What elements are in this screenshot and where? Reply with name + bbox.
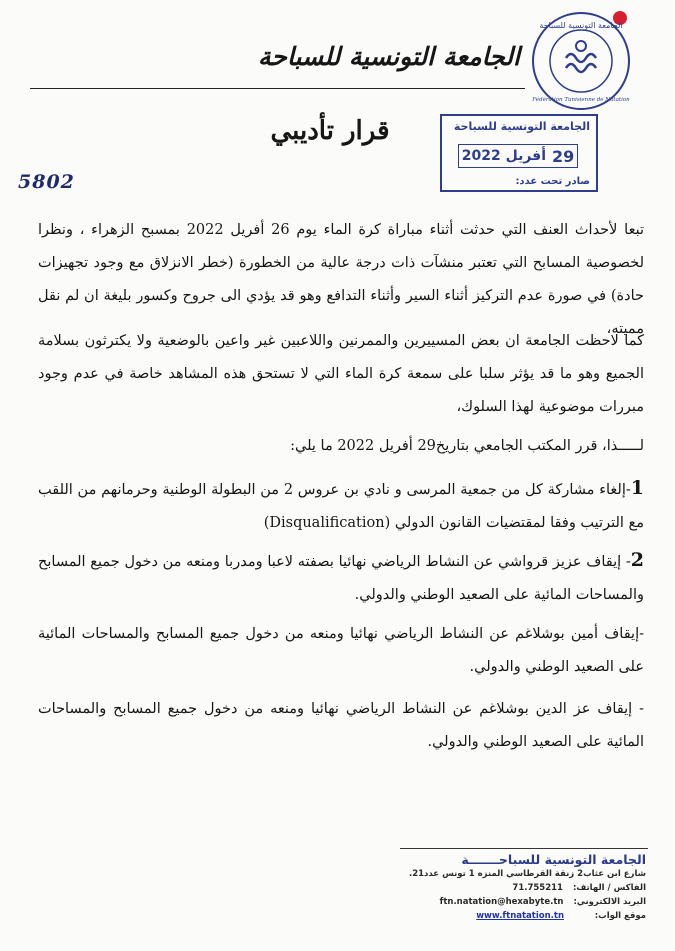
email-value[interactable]: ftn.natation@hexabyte.tn [439,897,564,907]
decision-item-3: -إيقاف أمين بوشلاغم عن النشاط الرياضي نهائيا ومنعه من دخول جميع المسابح والمساحات المائية على الصعيد الوطني والدولي. [38,626,644,675]
stamp-number: 5802 [18,171,75,193]
stamp-org-name: الجامعة التونسية للسباحة [453,120,590,133]
paragraph-observation: كما لاحظت الجامعة ان بعض المسييرين والممرنين واللاعبين غير واعين بالوضعية ولا يكترثون بسلامة الجميع وهو ما قد يؤثر سلبا على سمعة كرة الماء التي لا تستحق هذه المشاهد خاصة في عدم وجود مبررات موضوعية لهذا السلوك، [38,333,644,415]
logo-arabic-text: الجامعة التونسية للسباحة [539,21,623,30]
stamp-number-label: صادر تحت عدد: [515,176,590,187]
footer-web-row [396,911,646,921]
document-title: قرار تأديبي [270,116,390,146]
decision-item-4: - إيقاف عز الدين بوشلاغم عن النشاط الرياضي نهائيا ومنعه من دخول جميع المسابح والمساحات المائية على الصعيد الوطني والدولي. [38,701,644,750]
logo-french-text: Fédération Tunisienne de Natation [532,97,630,103]
decision-item-1 [38,472,644,540]
fax-label: الفاكس / الهاتف: [572,883,646,893]
item-2-text: - إيقاف عزيز قرواشي عن النشاط الرياضي نهائيا بصفته لاعبا ومدربا ومنعه من دخول جميع المسابح والمساحات المائية على الصعيد الوطني والدولي. [38,554,644,603]
paragraph-decision-intro: لـــــذا، قرر المكتب الجامعي بتاريخ29 أفريل 2022 ما يلي: [290,438,644,454]
decision-item-2 [38,544,644,612]
email-label: البريد الالكتروني: [573,897,646,907]
fax-value: 71.755211 [512,883,563,893]
item-1-close: ) [263,515,270,531]
footer-address: شارع ابن عثاب2 زنقة القرطاسي المنزه 1 تونس عدد21. [408,869,646,879]
footer [396,852,646,921]
item-1-term: Disqualification [269,515,385,531]
item-2-number: 2 [630,549,644,571]
organization-title: الجامعة التونسية للسباحة [257,42,520,71]
footer-email-row [396,897,646,907]
item-1-text: -إلغاء مشاركة كل من جمعية المرسى و نادي بن عروس 2 من البطولة الوطنية وحرمانهم من اللقب مع الترتيب وفقا لمقتضيات القانون الدولي ( [38,482,644,531]
header-divider [30,88,525,89]
stamp-month-year: أفريل 2022 [461,148,547,164]
paragraph-events: تبعا لأحداث العنف التي حدثت أثناء مباراة كرة الماء يوم 26 أفريل 2022 بمسبح الزهراء ، ونظرا لخصوصية المسابح التي تعتبر منشآت ذات درجة عالية من الخطورة (خطر الانزلاق مع وجود تجهيزات حادة) في صورة عدم التركيز أثناء السير وأثناء التدافع وهو قد يؤدي الى جروح وكسور بليغة ان لم نقل مميته، [38,222,644,337]
reception-stamp [440,114,598,192]
web-label: موقع الواب: [594,911,646,921]
footer-org-name: الجامعة التونسية للسباحـــــــة [461,852,646,867]
item-1-number: 1 [630,477,645,499]
federation-logo [526,6,636,116]
footer-fax-row [396,883,646,893]
stamp-day: 29 [552,146,575,166]
stamp-date [458,144,578,168]
website-link[interactable]: www.ftnatation.tn [476,911,564,921]
footer-divider [400,848,648,849]
